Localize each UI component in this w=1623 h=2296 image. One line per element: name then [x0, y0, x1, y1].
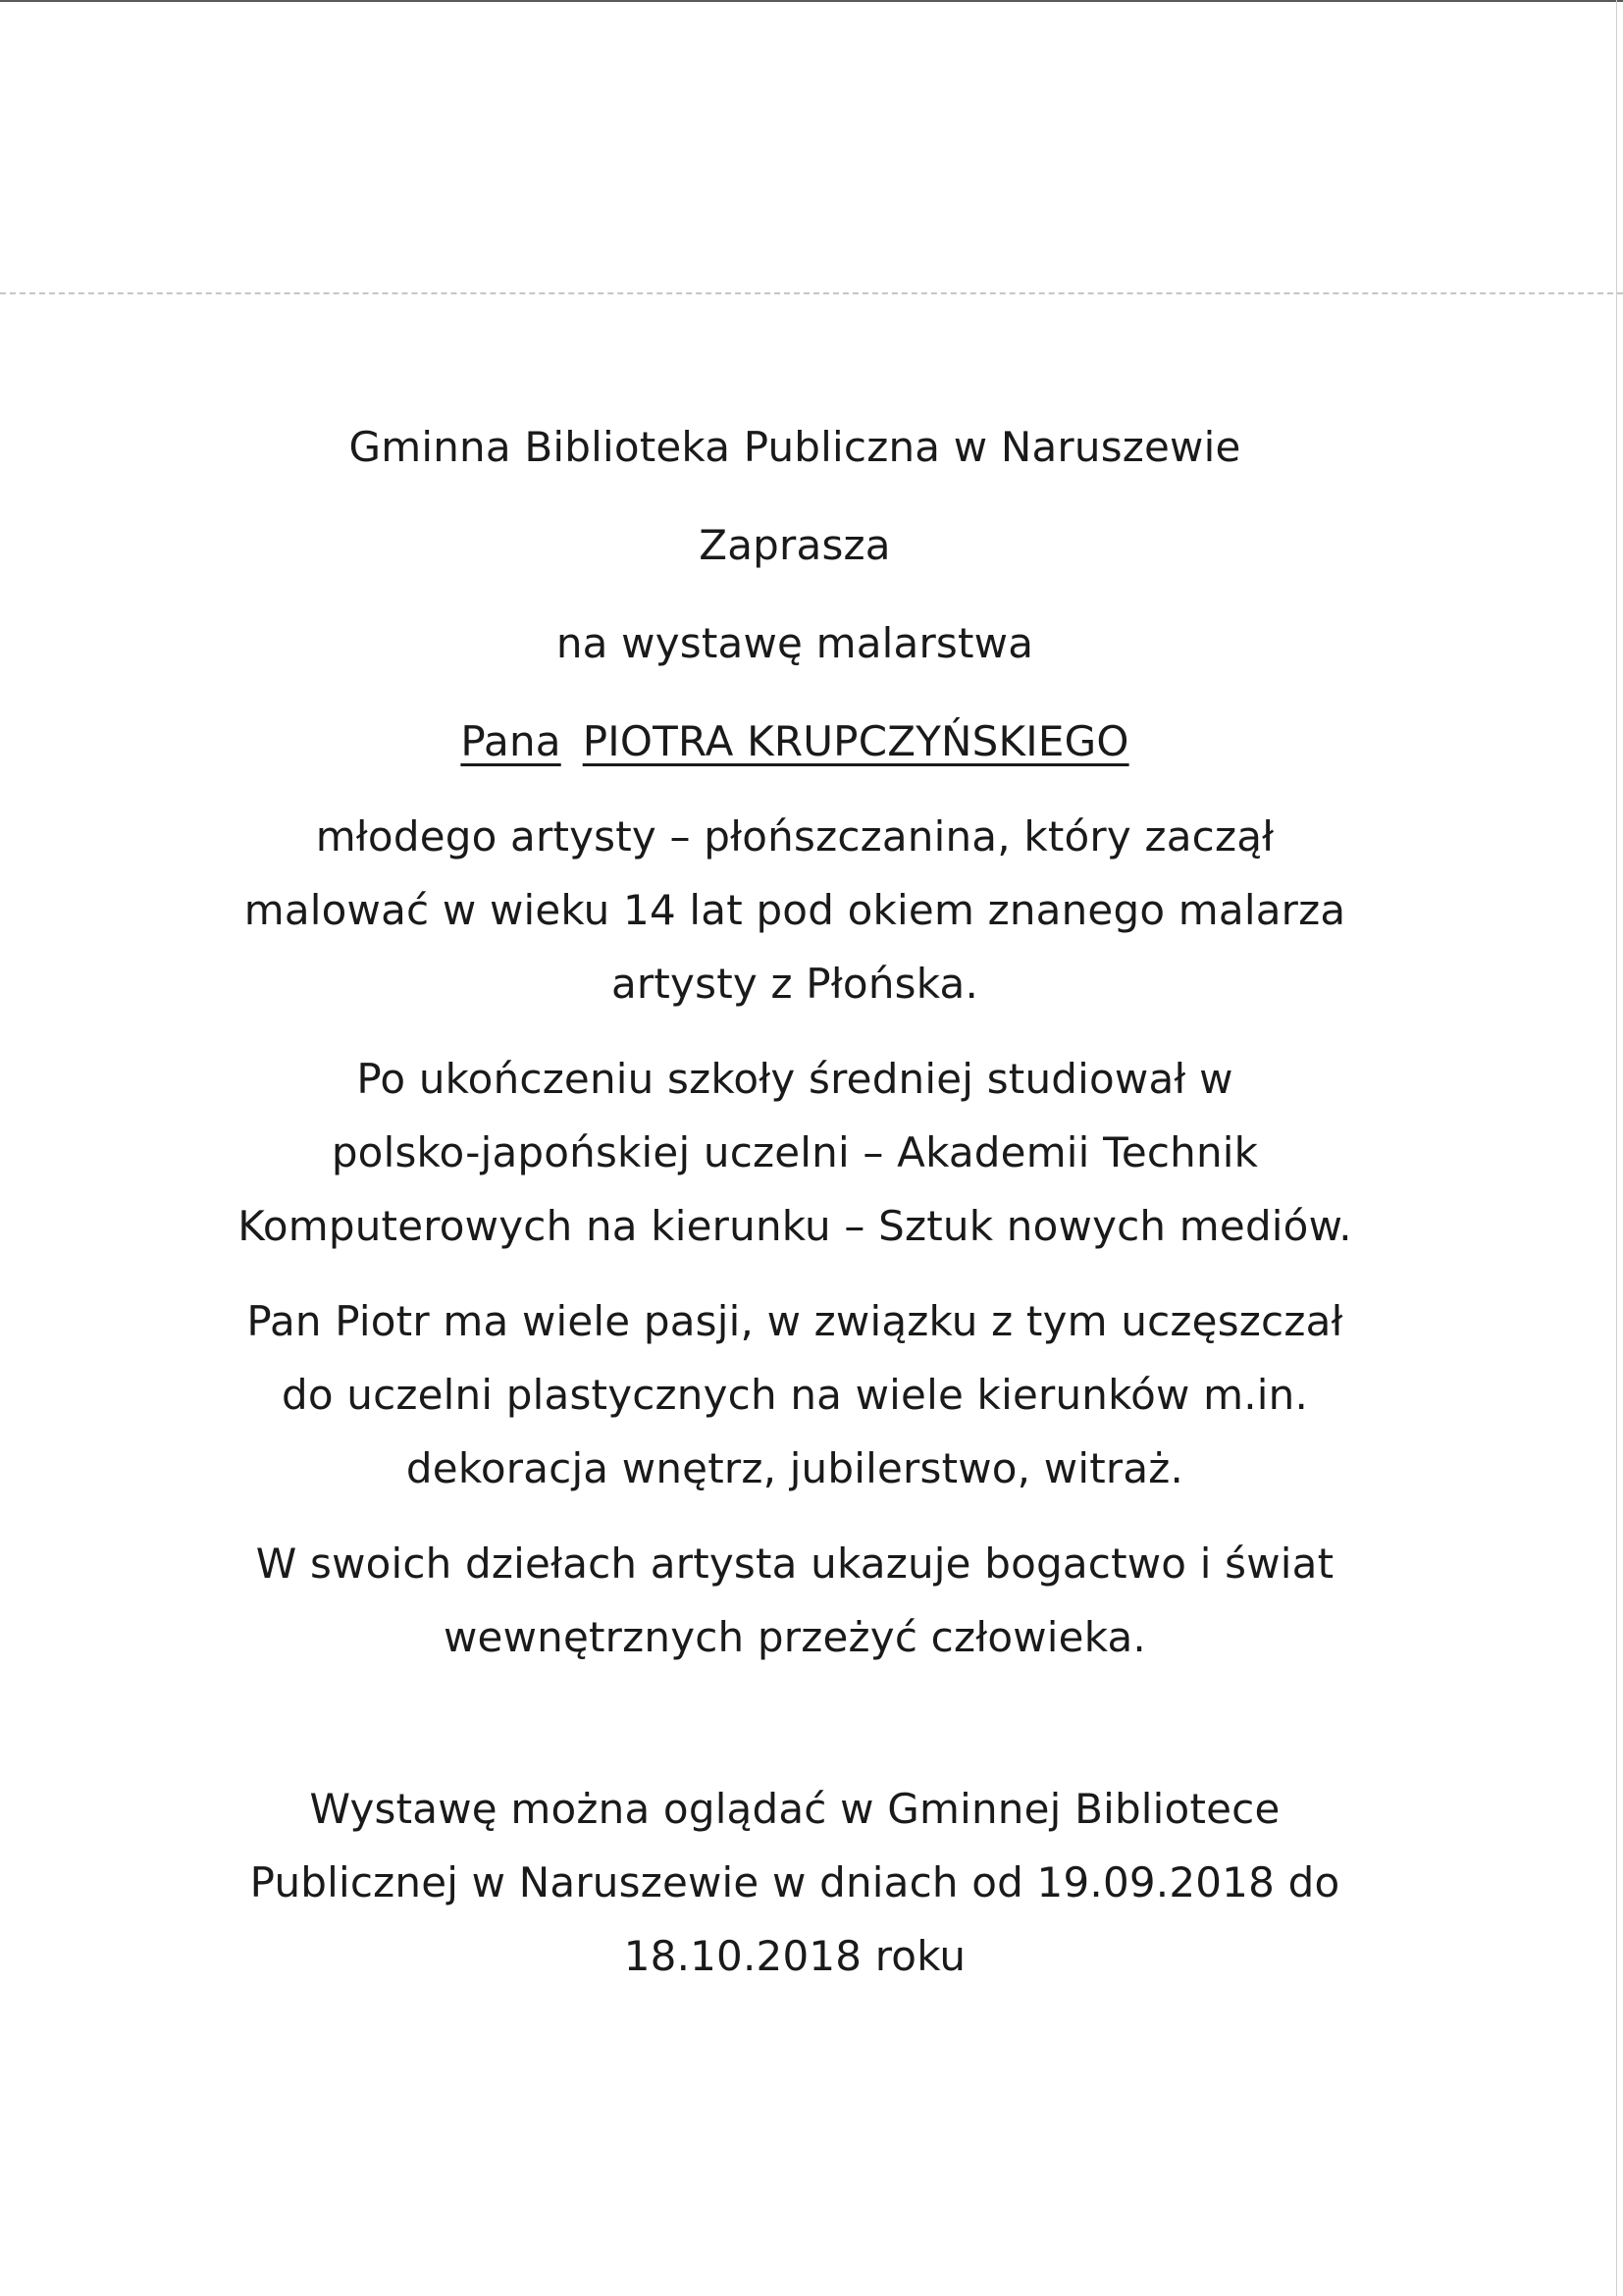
- passions-line: do uczelni plastycznych na wiele kierunków m.in.: [281, 1371, 1309, 1419]
- passions-paragraph: [98, 1284, 1492, 1505]
- passions-line: Pan Piotr ma wiele pasji, w związku z tym uczęszczał: [246, 1297, 1343, 1345]
- dates-line: Publicznej w Naruszewie w dniach od 19.09.2018 do: [249, 1858, 1340, 1906]
- bio-line: malować w wieku 14 lat pod okiem znanego malarza: [243, 886, 1346, 934]
- works-line: wewnętrznych przeżyć człowieka.: [444, 1613, 1146, 1661]
- education-line: polsko-japońskiej uczelni – Akademii Technik: [331, 1128, 1259, 1176]
- bio-line: artysty z Płońska.: [610, 960, 978, 1008]
- artist-name: PIOTRA KRUPCZYŃSKIEGO: [582, 717, 1129, 765]
- scan-right-edge: [1616, 0, 1617, 2296]
- education-line: Po ukończeniu szkoły średniej studiował w: [356, 1055, 1233, 1103]
- invitation-line: Zaprasza: [699, 521, 891, 569]
- works-paragraph: [98, 1527, 1492, 1674]
- works-line: W swoich dziełach artysta ukazuje bogactwo i świat: [255, 1539, 1335, 1588]
- education-paragraph: [98, 1042, 1492, 1263]
- bio-paragraph: [98, 800, 1492, 1020]
- scan-fold-line: [0, 292, 1623, 294]
- bio-line: młodego artysty – płońszczanina, który zaczął: [315, 812, 1275, 861]
- scan-top-edge: [0, 0, 1623, 2]
- exhibition-poster: [98, 410, 1492, 1993]
- dates-line: 18.10.2018 roku: [623, 1932, 967, 1980]
- organizer-line: Gminna Biblioteka Publiczna w Naruszewie: [348, 423, 1241, 471]
- artist-line: [98, 704, 1492, 778]
- artist-name-underlined: [460, 717, 1128, 765]
- event-line: na wystawę malarstwa: [555, 619, 1034, 667]
- dates-paragraph: [98, 1772, 1492, 1993]
- education-line: Komputerowych na kierunku – Sztuk nowych mediów.: [237, 1202, 1352, 1250]
- passions-line: dekoracja wnętrz, jubilerstwo, witraż.: [405, 1444, 1184, 1492]
- artist-prefix: Pana: [460, 717, 561, 765]
- dates-line: Wystawę można oglądać w Gminnej Bibliotece: [309, 1785, 1281, 1833]
